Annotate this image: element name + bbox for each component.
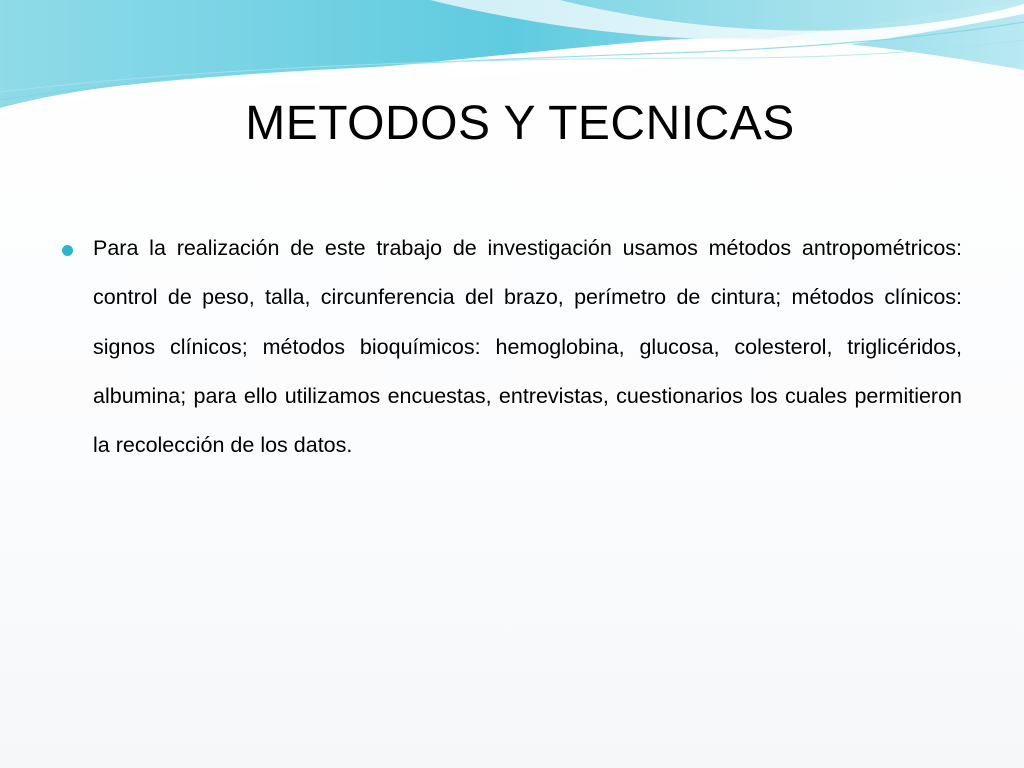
- bullet-dot-icon: [62, 245, 73, 256]
- list-item: [62, 224, 962, 470]
- bullet-list: [62, 224, 962, 470]
- slide-title: METODOS Y TECNICAS: [245, 97, 795, 150]
- bullet-text: Para la realización de este trabajo de investigación usamos métodos antropométricos: control de peso, talla, circunferencia del brazo, perímetro de cintura; métodos clínicos: signos clínicos; métodos bioquímicos: hemoglobina, glucosa, colesterol, triglicéridos, albumina; para ello utilizamos encuestas, entrevistas, cuestionarios los cuales permitieron la recolección de los datos.: [93, 236, 962, 458]
